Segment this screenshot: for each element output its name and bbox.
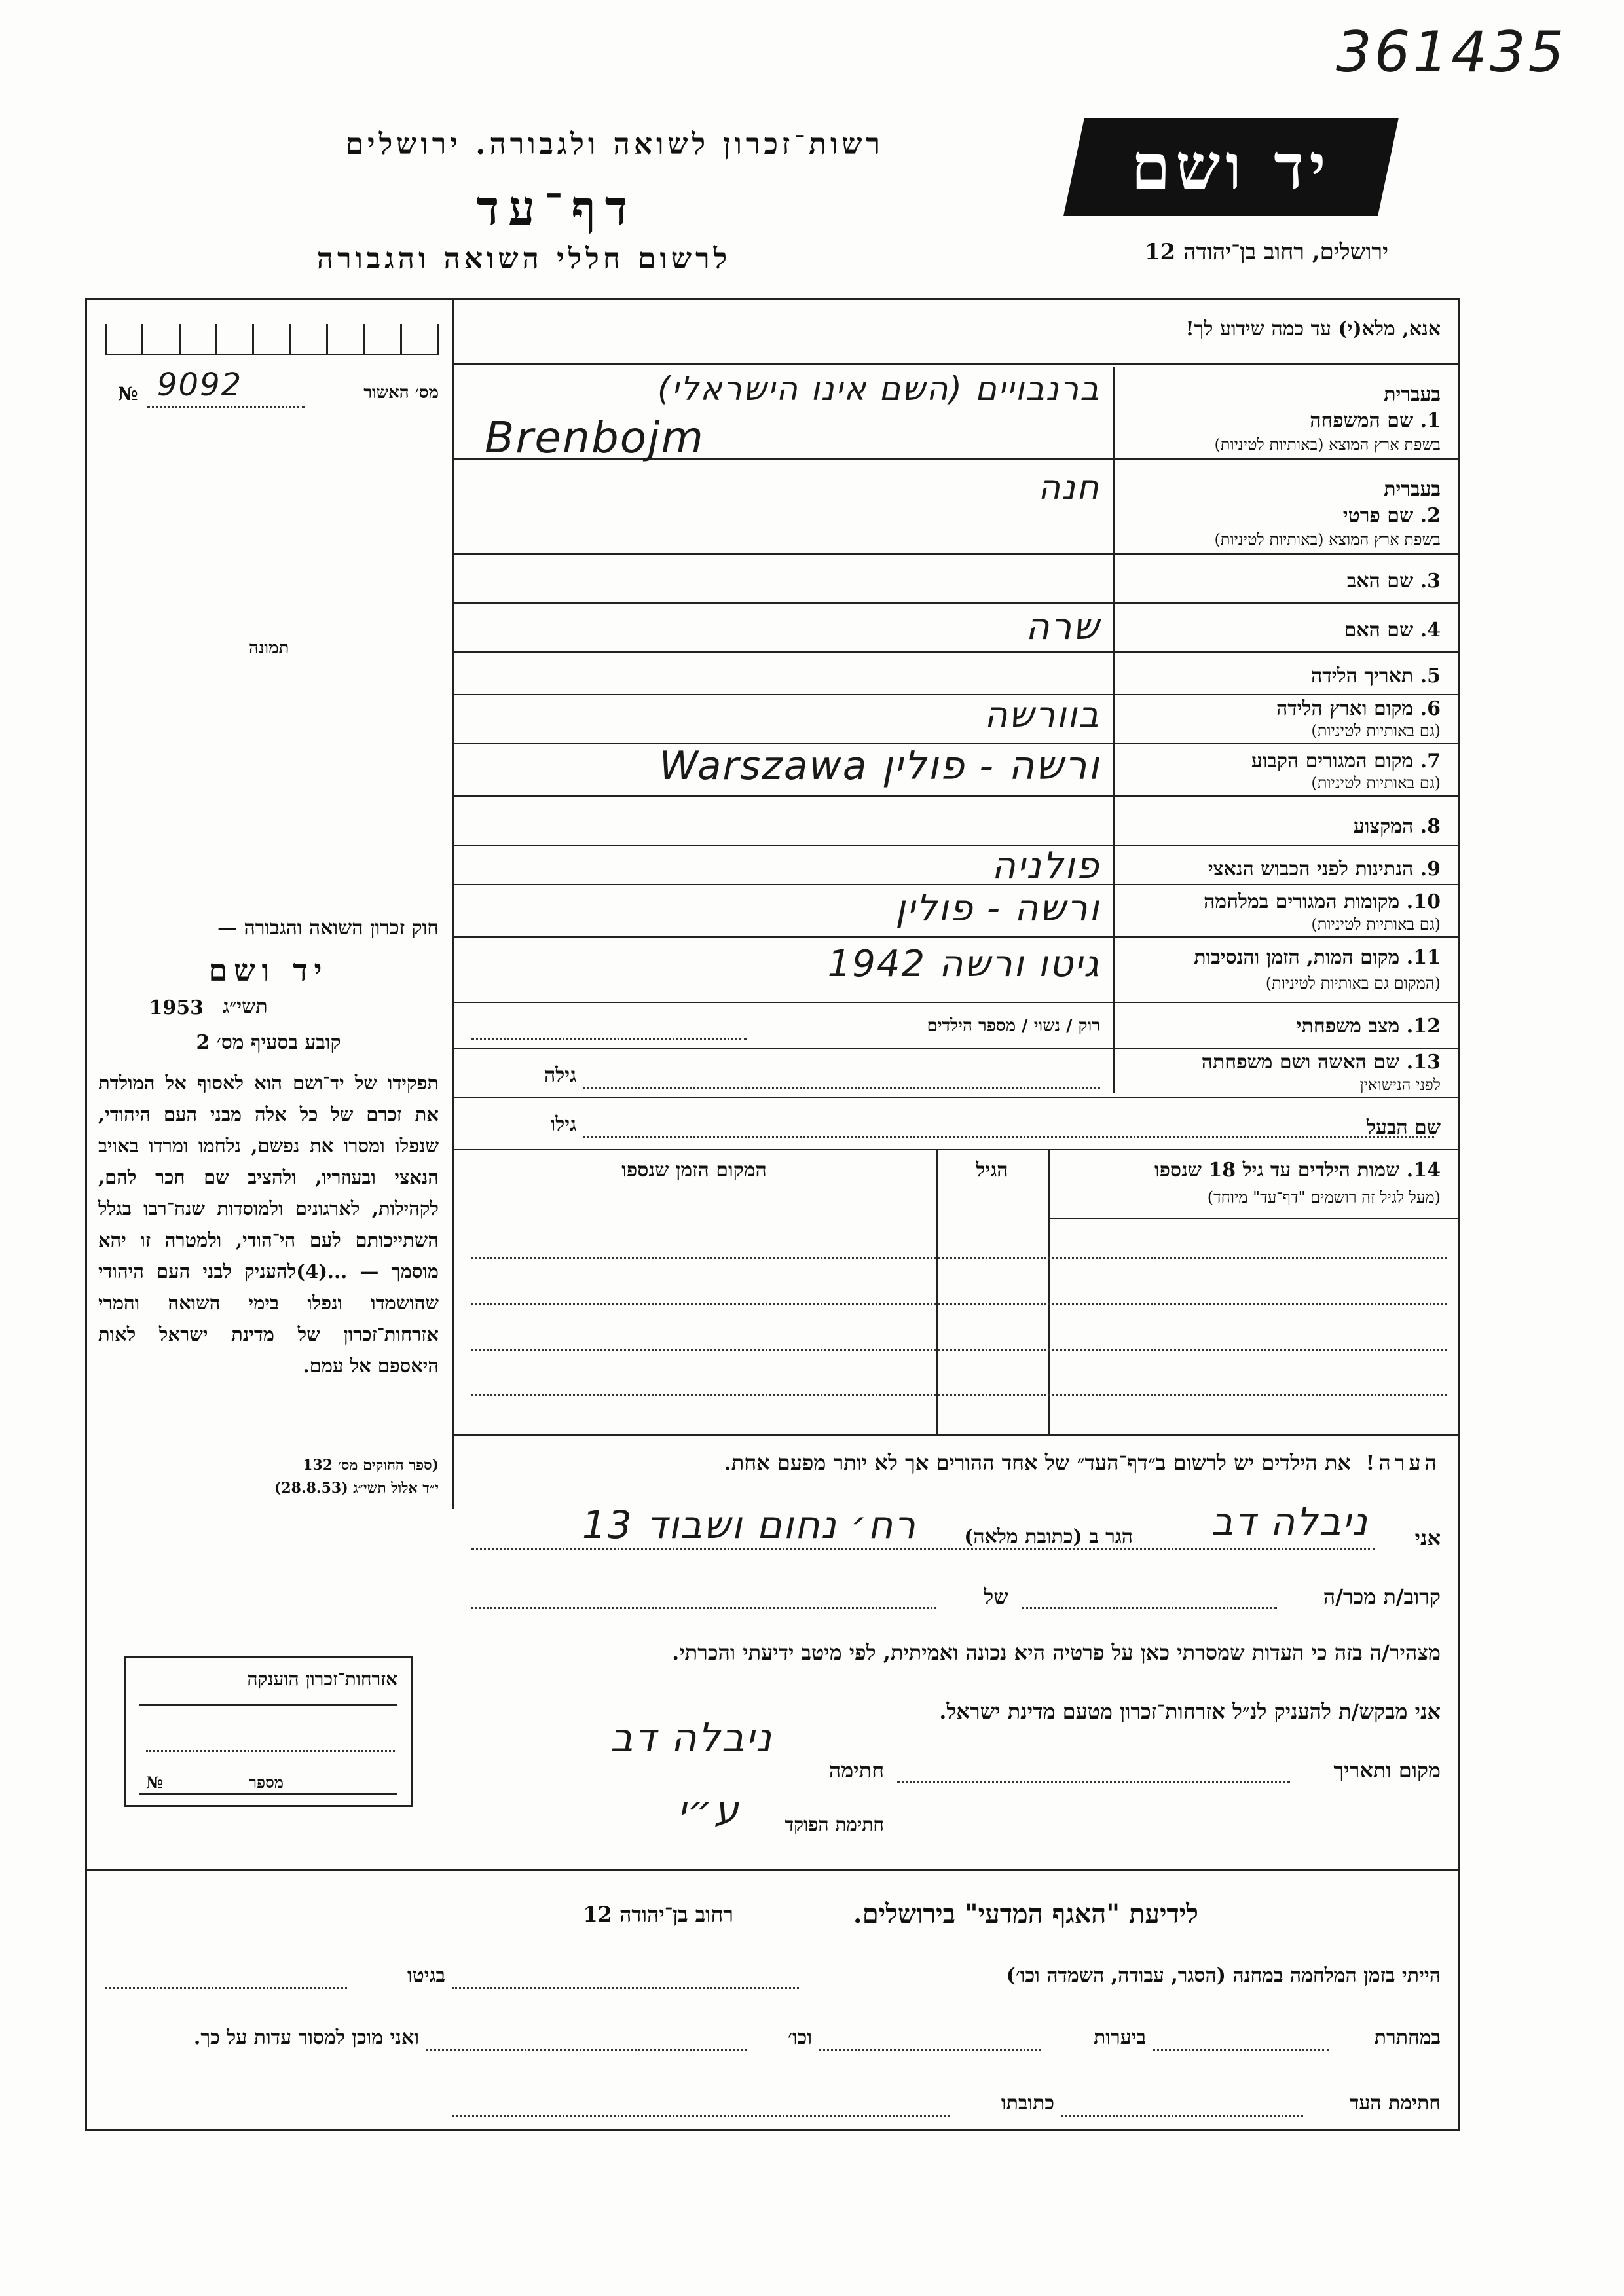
cert-title: אזרחות־זכרון הוענקה (247, 1668, 397, 1690)
reg-symbol: № (118, 383, 138, 405)
children-label: שמות הילדים עד גיל 18 שנספו (1154, 1159, 1400, 1182)
sidebar-tick-row (105, 324, 439, 355)
signature-value: ניבלה דב (610, 1715, 773, 1761)
declaration-text: מצהיר/ה בזה כי העדות שמסרתי כאן על פרטיה היא נכונה ואמיתית, לפי מיטב ידיעתי והכרתי. (672, 1640, 1441, 1665)
law-year: 1953 (149, 996, 204, 1019)
field-1-value: ברנבויים (השם אינו הישראלי) (657, 370, 1100, 408)
footer-line1-b: בגיטו (407, 1964, 445, 1987)
cert-number-label: מספר (249, 1773, 284, 1792)
address: ירושלים, רחוב בן־יהודה 12 (1144, 239, 1388, 265)
form-title: דף־עד (476, 180, 637, 236)
field-4-value: שרה (1025, 606, 1100, 648)
field-2-sublabel: בשפת ארץ המוצא (באותיות לטיניות) (1214, 530, 1441, 549)
field-7-label: מקום המגורים הקבוע (1251, 750, 1414, 773)
age-label-wife: גילה (544, 1064, 576, 1087)
place-date-label: מקום ותאריך (1333, 1758, 1441, 1783)
form-subtitle: לרשום חללי השואה והגבורה (316, 242, 731, 276)
field-6-label: מקום וארץ הלידה (1276, 697, 1414, 720)
children-num: 14. (1406, 1159, 1441, 1182)
field-11-label: מקום המות, הזמן והנסיבות (1194, 946, 1400, 969)
note-label: הערה! (1365, 1450, 1441, 1475)
law-date: י״ד אלול תשי״ג (28.8.53) (274, 1480, 439, 1497)
signature-label: חתימה (828, 1758, 884, 1783)
field-5-label: תאריך הלידה (1311, 665, 1414, 687)
cert-number-symbol: № (146, 1773, 164, 1792)
footer-address: רחוב בן־יהודה 12 (583, 1902, 733, 1927)
footer-title: לידיעת "האגף המדעי" בירושלים. (853, 1899, 1198, 1929)
field-6-value: בוורשה (984, 694, 1100, 735)
declarant-name: ניבלה דב (1211, 1499, 1369, 1544)
footer-line2-b: ביערות (1093, 2026, 1146, 2049)
field-13-num: 13. (1406, 1051, 1441, 1074)
declarant-address: רח׳ נחום ושבוד 13 (581, 1503, 917, 1547)
reg-value: 9092 (157, 367, 243, 403)
field-9-label: הנתינות לפני הכבוש הנאצי (1208, 858, 1414, 881)
request-text: אני מבקש/ת להעניק לנ״ל אזרחות־זכרון מטעם מדינת ישראל. (939, 1699, 1441, 1724)
photo-label: תמונה (249, 638, 289, 658)
note-text: את הילדים יש לרשום ב״דף־העד״ של אחד ההורים אך לא יותר מפעם אחת. (724, 1450, 1352, 1475)
field-1-num: 1. (1420, 409, 1441, 432)
instructions: אנא, מלא(י) עד כמה שידוע לך! (1185, 318, 1441, 340)
footer-line1-a: הייתי בזמן המלחמה במחנה (הסגר, עבודה, השמדה וכו׳) (1006, 1964, 1441, 1987)
field-7-value: ורשה - פולין Warszawa (659, 743, 1100, 789)
field-6-num: 6. (1420, 697, 1441, 720)
field-5-num: 5. (1420, 665, 1441, 687)
field-10-label: מקומות המגורים במלחמה (1204, 890, 1400, 913)
field-7-sublabel: (גם באותיות לטיניות) (1311, 774, 1441, 792)
logo-text: יד ושם (1131, 130, 1331, 204)
certificate-box (124, 1656, 413, 1807)
field-6-sublabel: (גם באותיות לטיניות) (1311, 721, 1441, 740)
field-1-value-latin: Brenbojm (485, 412, 705, 463)
field-3-label: שם האב (1346, 570, 1414, 592)
field-10-value: ורשה - פולין (895, 887, 1100, 930)
declarant-resides-label: הגר ב (כתובת מלאה) (964, 1525, 1133, 1548)
field-8-label: המקצוע (1353, 815, 1414, 838)
field-11-value: גיטו ורשה 1942 (827, 943, 1100, 985)
field-9-num: 9. (1420, 858, 1441, 881)
field-12-label: מצב משפחתי (1296, 1015, 1400, 1038)
law-name: יד ושם (208, 953, 329, 988)
field-3-num: 3. (1420, 570, 1441, 592)
field-1-label: שם המשפחה (1310, 409, 1414, 432)
field-10-sublabel: (גם באותיות לטיניות) (1311, 915, 1441, 934)
husband-label: שם הבעל (1366, 1116, 1441, 1139)
field-7-num: 7. (1420, 750, 1441, 773)
authority-title: רשות־זכרון לשואה ולגבורה. ירושלים (345, 128, 884, 161)
age-label-husband: גילו (550, 1113, 576, 1136)
field-2-num: 2. (1420, 504, 1441, 527)
field-13-sublabel: לפני הנישואין (1359, 1076, 1441, 1094)
law-clause: קובע בסעיף מס׳ 2 (196, 1031, 341, 1054)
children-sublabel: (מעל לגיל זה רושמים "דף־עד" מיוחד) (1207, 1188, 1441, 1207)
relative-label: קרוב/ת מכר/ה (1323, 1584, 1441, 1609)
field-12-num: 12. (1406, 1015, 1441, 1038)
footer-line2-a: במחתרת (1374, 2026, 1441, 2049)
field-1-tag: בעברית (1384, 383, 1441, 406)
field-8-num: 8. (1420, 815, 1441, 838)
field-11-sublabel: (המקום גם באותיות לטיניות) (1265, 974, 1441, 993)
officer-label: חתימת הפוקד (784, 1813, 884, 1835)
law-title: חוק זכרון השואה והגבורה — (217, 917, 439, 939)
field-2-value: חנה (1038, 468, 1100, 507)
field-4-num: 4. (1420, 619, 1441, 642)
field-13-label: שם האשה ושם משפחתה (1201, 1051, 1400, 1074)
field-2-label: שם פרטי (1342, 504, 1414, 527)
field-1-sublabel: בשפת ארץ המוצא (באותיות לטיניות) (1214, 435, 1441, 454)
law-year-heb: תשי״ג (223, 995, 268, 1018)
children-col-place: המקום הזמן שנספו (621, 1159, 767, 1182)
footer-line2-c: וכו׳ (788, 2026, 812, 2049)
field-4-label: שם האם (1344, 619, 1414, 642)
children-col-age: הגיל (976, 1159, 1008, 1182)
law-text: תפקידו של יד־ושם הוא לאסוף אל המולדת את זכרם של כל אלה מבני העם היהודי, שנפלו ומסרו את נפשם, נלחמו ומרדו באויב הנאצי ובעוזריו, ולהציב שם חכר להם, לקהילות, לארגונים ולמוסדות שנח־רבו בגלל השתייכותם לעם הי־הודי, ולמטרה זו יהא מוסמך — ...(4)להעניק לבני העם היהודי שהושמדו ונפלו בימי השואה והמרי אזרחות־זכרון של מדינת ישראל לאות היאספם אל עמם. (98, 1072, 439, 1377)
officer-signature: ע״י (677, 1787, 740, 1833)
footer-line2-d: ואני מוכן למסור עדות על כך. (193, 2026, 419, 2049)
footer-line3-a: חתימת העד (1349, 2092, 1441, 2115)
field-10-num: 10. (1406, 890, 1441, 913)
archive-number: 361435 (1336, 20, 1567, 85)
law-source: (ספר החוקים מס׳ 132 (303, 1457, 439, 1474)
reg-label: מס׳ האשור (363, 383, 439, 403)
yad-vashem-logo (1063, 118, 1399, 216)
field-2-tag: בעברית (1384, 478, 1441, 501)
field-11-num: 11. (1406, 946, 1441, 969)
marital-options: רוק / נשוי / מספר הילדים (927, 1016, 1100, 1036)
footer-line3-b: כתובתו (1001, 2092, 1054, 2115)
field-9-value: פולניה (991, 845, 1100, 887)
of-label: של (984, 1584, 1008, 1609)
declarant-i-label: אני (1414, 1525, 1441, 1550)
